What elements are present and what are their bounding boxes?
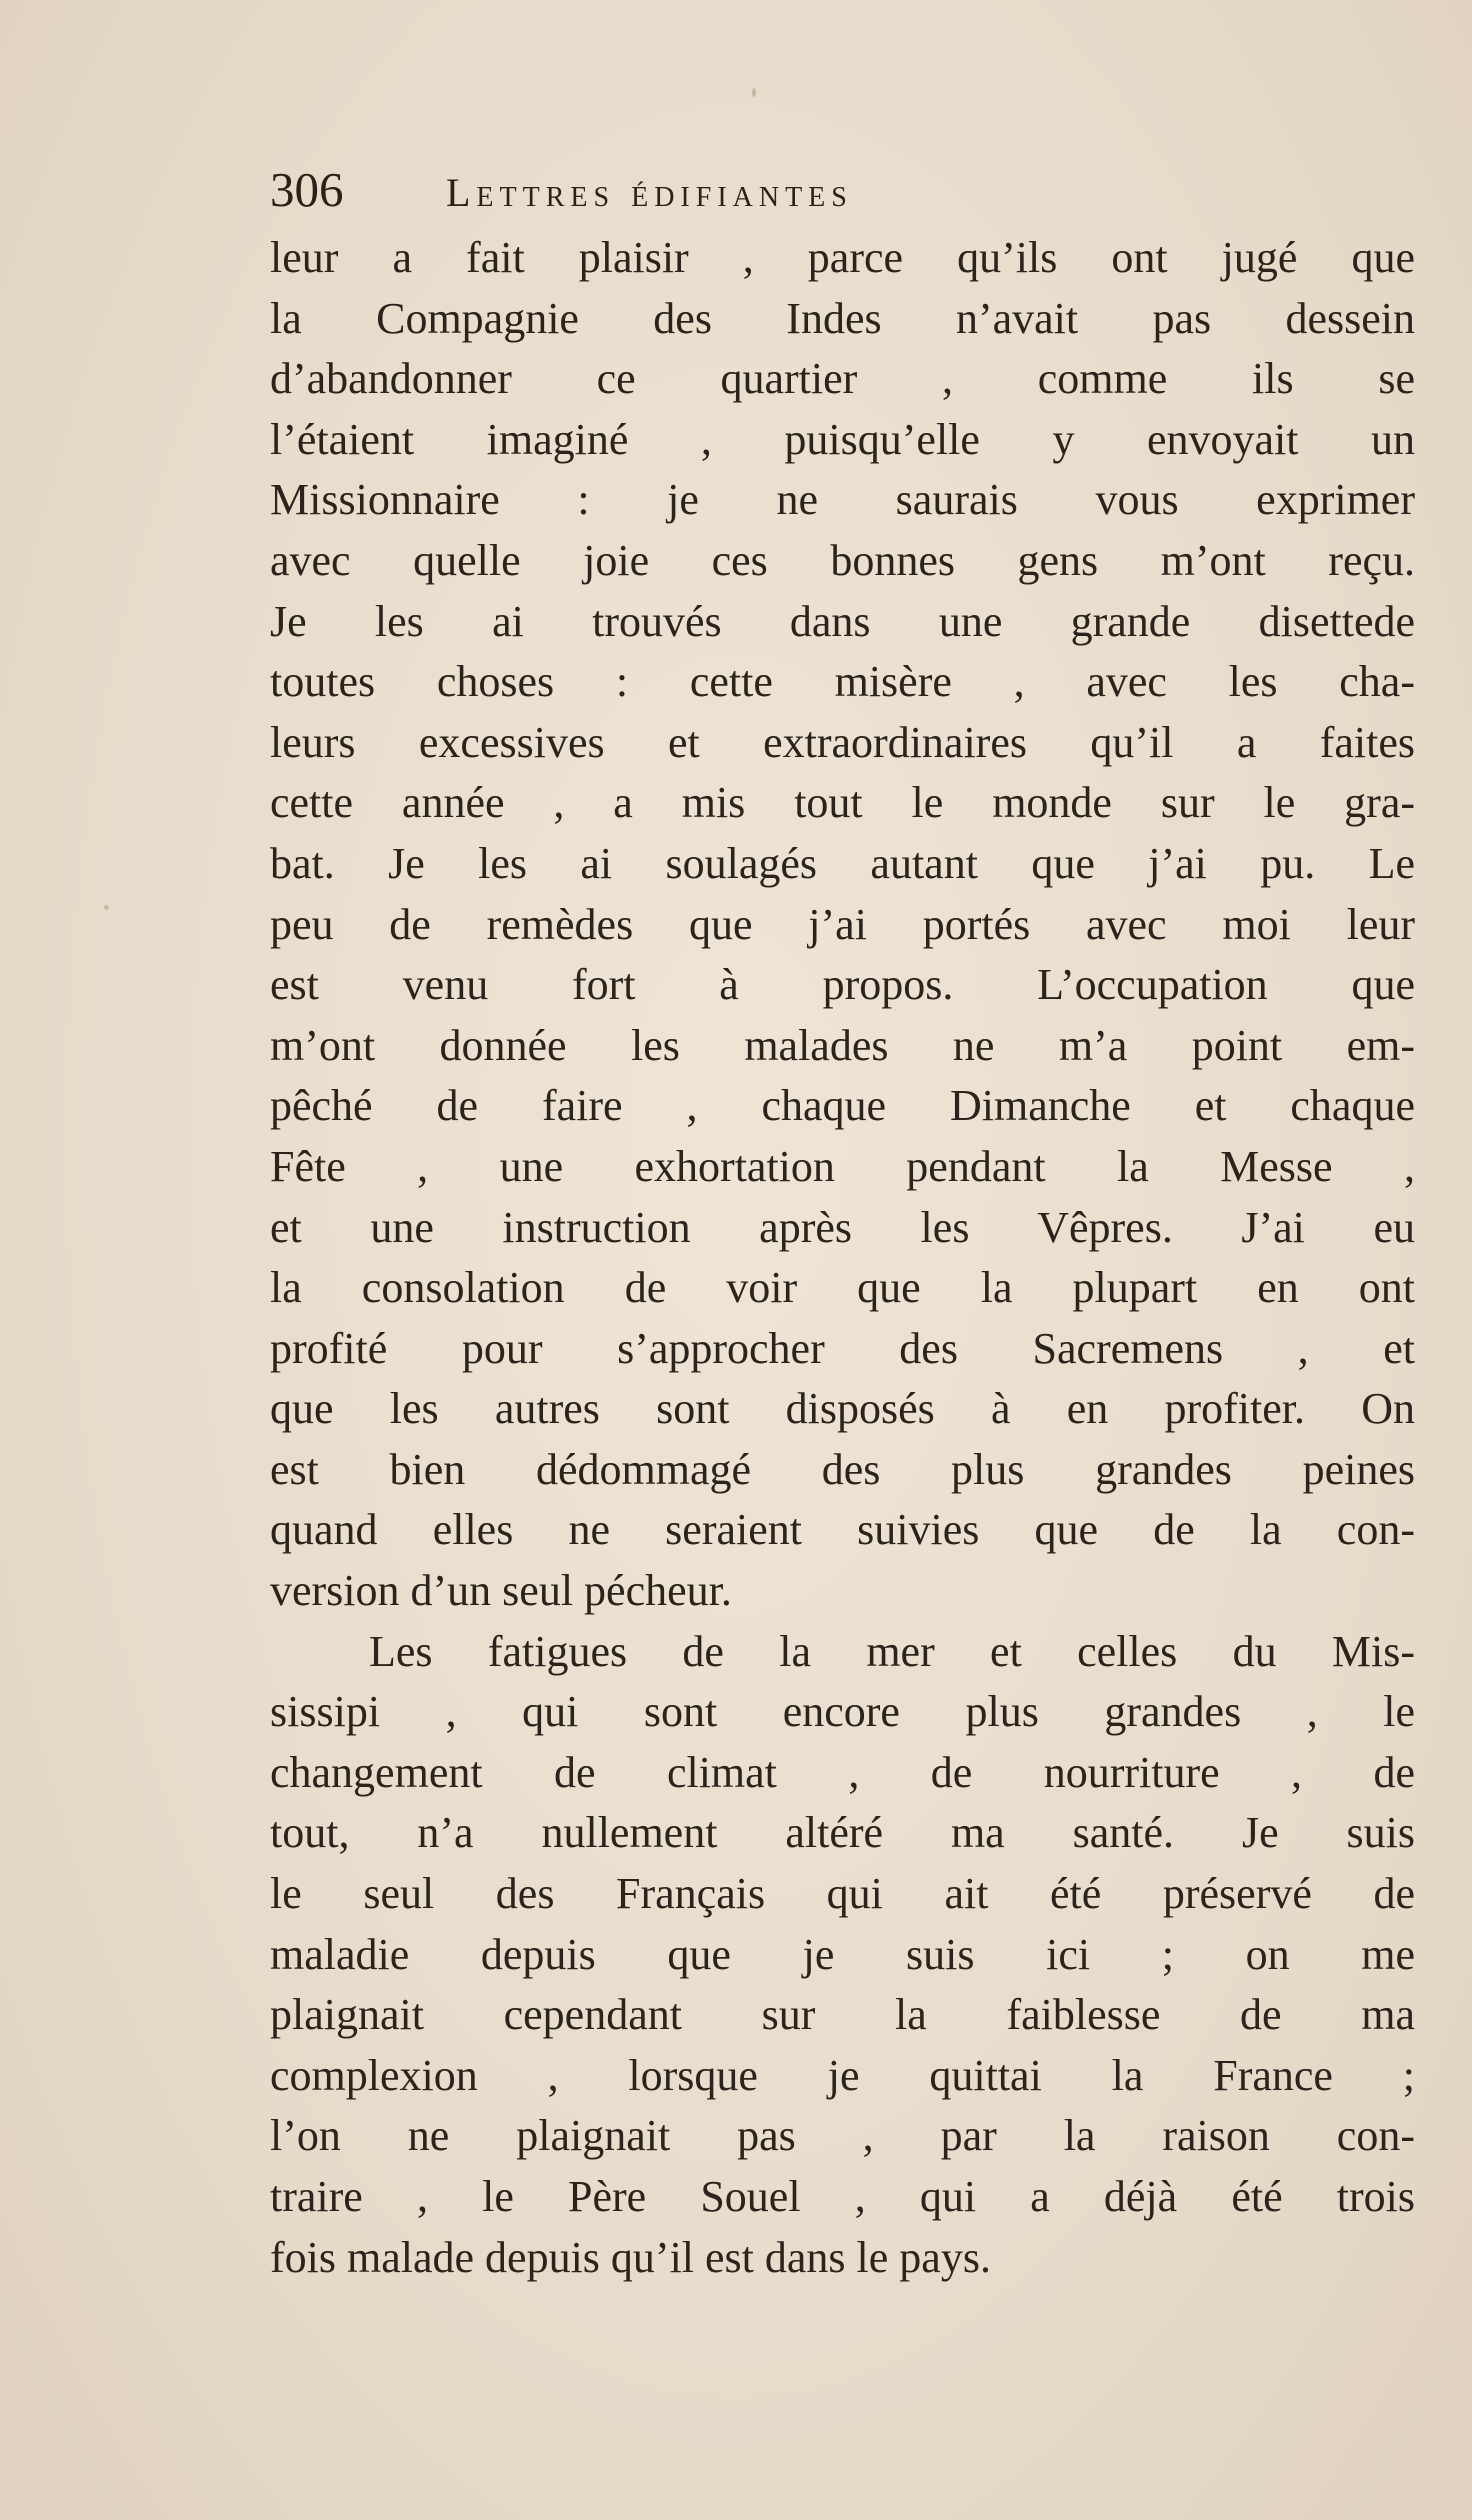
text-line: l’étaient imaginé , puisqu’elle y envoyait un (270, 414, 1415, 464)
text-line: d’abandonner ce quartier , comme ils se (270, 354, 1415, 404)
text-line: cette année , a mis tout le monde sur le gra- (270, 778, 1415, 828)
text-line: plaignait cependant sur la faiblesse de ma (270, 1990, 1415, 2040)
text-line: la consolation de voir que la plupart en ont (270, 1263, 1415, 1313)
text-line: leur a fait plaisir , parce qu’ils ont jugé que (270, 233, 1415, 282)
text-line: avec quelle joie ces bonnes gens m’ont reçu. (270, 535, 1415, 585)
text-line: changement de climat , de nourriture , de (270, 1747, 1415, 1797)
text-line: est venu fort à propos. L’occupation que (270, 960, 1415, 1010)
text-line: fois malade depuis qu’il est dans le pays. (270, 2232, 991, 2282)
paper-speck (752, 88, 756, 97)
text-line: Fête , une exhortation pendant la Messe , (270, 1141, 1415, 1191)
text-line: peu de remèdes que j’ai portés avec moi leur (270, 899, 1415, 949)
text-line: m’ont donnée les malades ne m’a point em- (270, 1020, 1415, 1070)
page-number: 306 (270, 162, 344, 217)
text-line: le seul des Français qui ait été préservé de (270, 1869, 1415, 1919)
text-line: pêché de faire , chaque Dimanche et chaque (270, 1081, 1415, 1131)
text-line: bat. Je les ai soulagés autant que j’ai pu. Le (270, 838, 1415, 888)
paper-speck (104, 905, 109, 910)
text-line: Je les ai trouvés dans une grande disettede (270, 596, 1415, 646)
text-line: quand elles ne seraient suivies que de la con- (270, 1505, 1415, 1555)
text-line: toutes choses : cette misère , avec les cha- (270, 657, 1415, 707)
text-line: profité pour s’approcher des Sacremens , et (270, 1323, 1415, 1373)
paragraph-first-line: Les fatigues de la mer et celles du Mis- (369, 1626, 1415, 1676)
body-text (270, 228, 1415, 2288)
page-header (270, 158, 1420, 222)
paragraph-last-line: version d’un seul pécheur. (270, 1566, 732, 1616)
text-line: Missionnaire : je ne saurais vous exprimer (270, 475, 1415, 525)
text-line: que les autres sont disposés à en profiter. On (270, 1384, 1415, 1434)
text-line: sissipi , qui sont encore plus grandes , le (270, 1687, 1415, 1737)
text-line: la Compagnie des Indes n’avait pas dessein (270, 293, 1415, 343)
text-line: maladie depuis que je suis ici ; on me (270, 1929, 1415, 1979)
text-line: traire , le Père Souel , qui a déjà été trois (270, 2172, 1415, 2221)
text-line: et une instruction après les Vêpres. J’ai eu (270, 1202, 1415, 1252)
text-line: est bien dédommagé des plus grandes peines (270, 1444, 1415, 1494)
running-head: Lettres édifiantes (446, 170, 853, 215)
text-line: tout, n’a nullement altéré ma santé. Je suis (270, 1808, 1415, 1858)
text-line: leurs excessives et extraordinaires qu’il a faites (270, 717, 1415, 767)
text-line: l’on ne plaignait pas , par la raison con- (270, 2111, 1415, 2161)
text-line: complexion , lorsque je quittai la France ; (270, 2050, 1415, 2100)
